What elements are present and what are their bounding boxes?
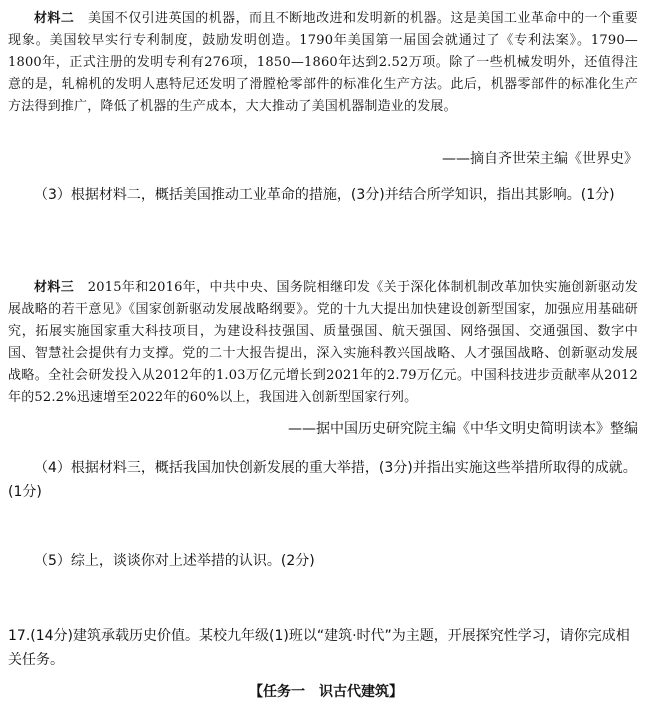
question-17: 17.(14分)建筑承载历史价值。某校九年级(1)班以“建筑·时代”为主题，开展探究性学习，请你完成相关任务。 xyxy=(8,628,630,668)
question-5: （5）综上，谈谈你对上述举措的认识。(2分) xyxy=(34,553,315,569)
material-3-source: ——据中国历史研究院主编《中华文明史简明读本》整编 xyxy=(288,421,638,437)
material-2-label: 材料二 xyxy=(34,11,75,26)
material-2 xyxy=(8,8,638,118)
material-3-text: 2015年和2016年，中共中央、国务院相继印发《关于深化体制机制改革加快实施创新驱动发展战略的若干意见》《国家创新驱动发展战略纲要》。党的十九大提出加快建设创新型国家，加强应用基础研究，拓展实施国家重大科技项目，为建设科技强国、质量强国、航天强国、网络强国、交通强国、数字中国、智慧社会提供有力支撑。党的二十大报告提出，深入实施科教兴国战略、人才强国战略、创新驱动发展战略。全社会研发投入从2012年的1.03万亿元增长到2021年的2.79万亿元。中国科技进步贡献率从2012年的52.2%迅速增至2022年的60%以上，我国进入创新型国家行列。 xyxy=(8,280,639,405)
question-4: （4）根据材料三，概括我国加快创新发展的重大举措，(3分)并指出实施这些举措所取得的成就。(1分) xyxy=(8,460,637,500)
material-3-label: 材料三 xyxy=(34,280,75,295)
material-2-source: ——摘自齐世荣主编《世界史》 xyxy=(442,151,638,167)
question-3: （3）根据材料二，概括美国推动工业革命的措施，(3分)并结合所学知识，指出其影响。(1分) xyxy=(34,187,615,203)
material-2-text: 美国不仅引进英国的机器，而且不断地改进和发明新的机器。这是美国工业革命中的一个重要现象。美国较早实行专利制度，鼓励发明创造。1790年美国第一届国会就通过了《专利法案》。1790—1800年，正式注册的发明专利有276项，1850—1860年达到2.52万项。除了一些机械发明外，还值得注意的是，轧棉机的发明人惠特尼还发明了滑膛枪零部件的标准化生产方法。此后，机器零部件的标准化生产方法得到推广，降低了机器的生产成本，大大推动了美国机器制造业的发展。 xyxy=(8,11,638,114)
material-3 xyxy=(8,277,638,409)
task-1-heading: 【任务一 识古代建筑】 xyxy=(249,684,403,700)
